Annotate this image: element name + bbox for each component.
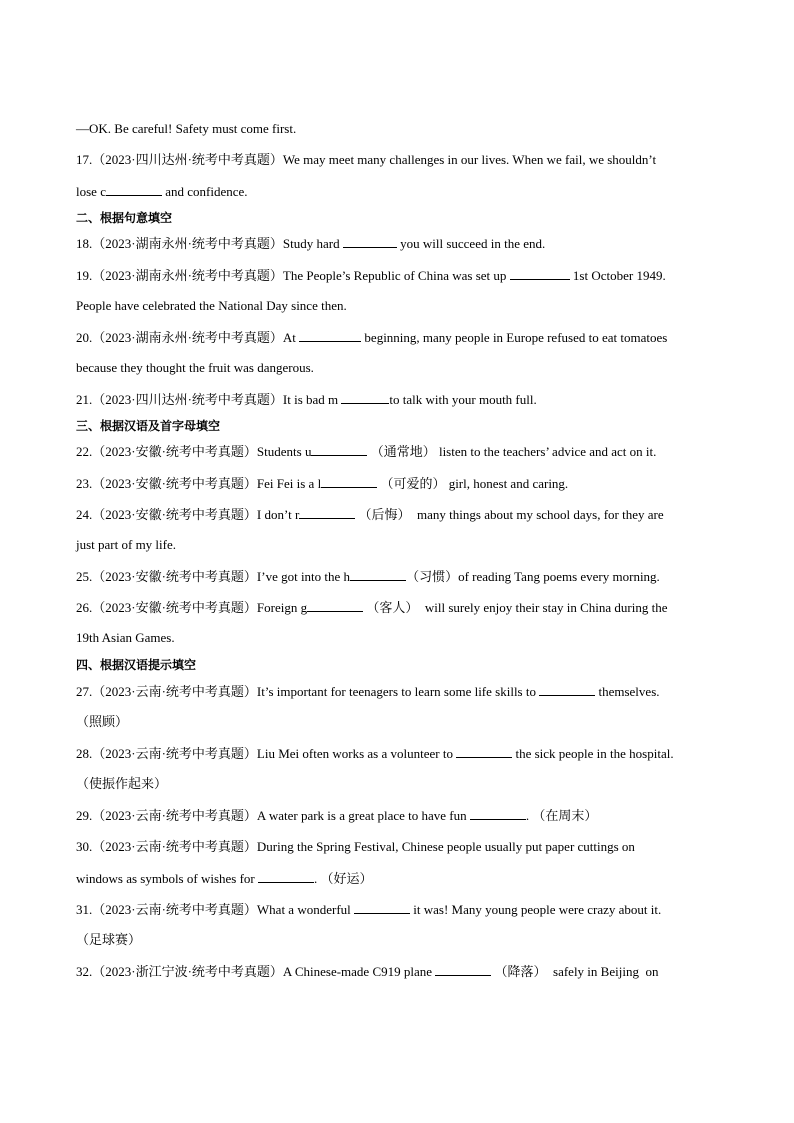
answer-blank[interactable] [311, 443, 367, 456]
question-23: 23.（2023·安徽·统考中考真题）Fei Fei is a l （可爱的） girl, honest and caring. [76, 476, 569, 491]
answer-blank[interactable] [307, 599, 363, 612]
question-31-hint: （足球赛） [76, 932, 142, 947]
answer-blank[interactable] [350, 568, 406, 581]
dialogue-line: —OK. Be careful! Safety must come first. [76, 121, 297, 136]
section-heading-2: 二、根据句意填空 [76, 211, 173, 225]
answer-blank[interactable] [539, 683, 595, 696]
question-26-cont: 19th Asian Games. [76, 630, 175, 645]
question-21: 21.（2023·四川达州·统考中考真题）It is bad m to talk with your mouth full. [76, 392, 537, 407]
question-20-cont: because they thought the fruit was dangerous. [76, 360, 314, 375]
question-30: 30.（2023·云南·统考中考真题）During the Spring Festival, Chinese people usually put paper cuttings on [76, 839, 635, 854]
question-22: 22.（2023·安徽·统考中考真题）Students u （通常地） listen to the teachers’ advice and act on it. [76, 444, 657, 459]
question-24: 24.（2023·安徽·统考中考真题）I don’t r （后悔） many things about my school days, for they are [76, 507, 664, 522]
answer-blank[interactable] [435, 963, 491, 976]
section-heading-4: 四、根据汉语提示填空 [76, 658, 197, 672]
answer-blank[interactable] [321, 475, 377, 488]
answer-blank[interactable] [341, 391, 389, 404]
answer-blank[interactable] [510, 267, 570, 280]
question-25: 25.（2023·安徽·统考中考真题）I’ve got into the h （习惯）of reading Tang poems every morning. [76, 569, 660, 584]
answer-blank[interactable] [354, 901, 410, 914]
question-32: 32.（2023·浙江宁波·统考中考真题）A Chinese-made C919 plane （降落） safely in Beijing on [76, 964, 659, 979]
question-28-hint: （使振作起来） [76, 776, 168, 791]
answer-blank[interactable] [456, 745, 512, 758]
question-26: 26.（2023·安徽·统考中考真题）Foreign g （客人） will surely enjoy their stay in China during the [76, 600, 668, 615]
answer-blank[interactable] [299, 329, 361, 342]
question-27-hint: （照顾） [76, 714, 129, 729]
answer-blank[interactable] [258, 870, 314, 883]
answer-blank[interactable] [470, 807, 526, 820]
question-29: 29.（2023·云南·统考中考真题）A water park is a great place to have fun . （在周末） [76, 808, 598, 823]
question-17-cont: lose c and confidence. [76, 184, 248, 199]
question-18: 18.（2023·湖南永州·统考中考真题）Study hard you will succeed in the end. [76, 236, 546, 251]
section-heading-3: 三、根据汉语及首字母填空 [76, 419, 221, 433]
question-20: 20.（2023·湖南永州·统考中考真题）At beginning, many people in Europe refused to eat tomatoes [76, 330, 668, 345]
question-19: 19.（2023·湖南永州·统考中考真题）The People’s Republic of China was set up 1st October 1949. [76, 268, 666, 283]
question-28: 28.（2023·云南·统考中考真题）Liu Mei often works as a volunteer to the sick people in the hospital. [76, 746, 674, 761]
question-17: 17.（2023·四川达州·统考中考真题）We may meet many challenges in our lives. When we fail, we shouldn’t [76, 152, 657, 167]
answer-blank[interactable] [299, 506, 355, 519]
question-24-cont: just part of my life. [76, 537, 177, 552]
answer-blank[interactable] [106, 183, 162, 196]
question-31: 31.（2023·云南·统考中考真题）What a wonderful it was! Many young people were crazy about it. [76, 902, 662, 917]
question-30-cont: windows as symbols of wishes for . （好运） [76, 871, 373, 886]
answer-blank[interactable] [343, 235, 397, 248]
question-19-cont: People have celebrated the National Day since then. [76, 298, 347, 313]
question-27: 27.（2023·云南·统考中考真题）It’s important for teenagers to learn some life skills to themselves. [76, 684, 660, 699]
